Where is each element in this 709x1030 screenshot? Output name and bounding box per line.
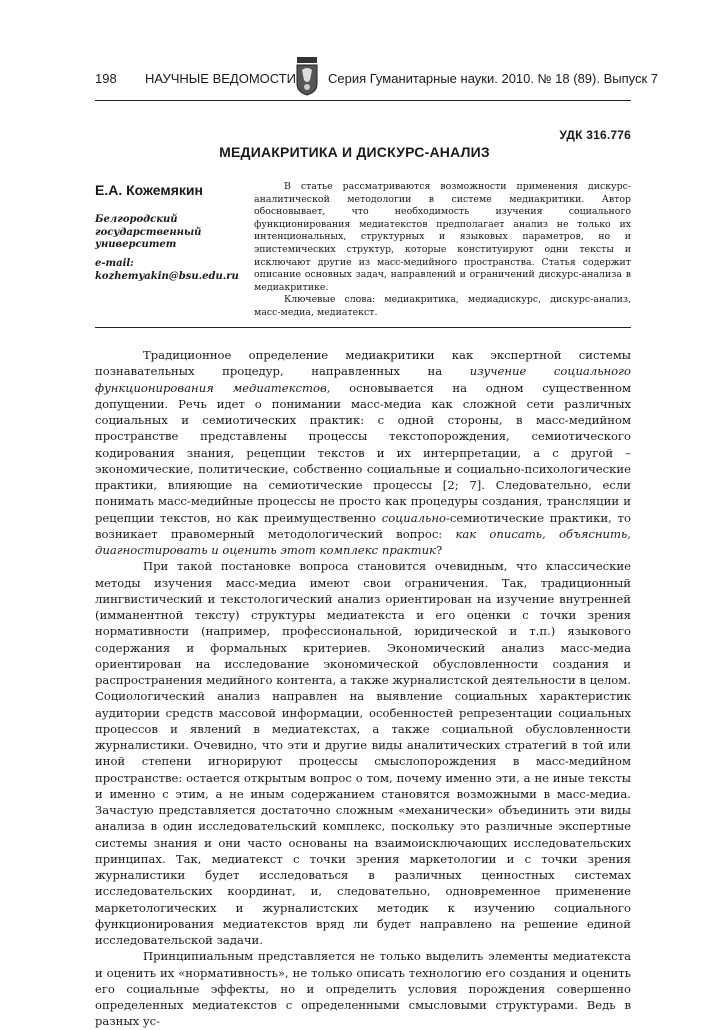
article-title-block <box>0 142 709 161</box>
keywords: Ключевые слова: медиакритика, медиадискурс, дискурс-анализ, масс-медиа, медиатекст. <box>254 294 631 318</box>
journal-name: НАУЧНЫЕ ВЕДОМОСТИ <box>145 71 297 86</box>
emphasis-span: как описать, объяснить, диагностировать и оценить этот комплекс практик <box>95 526 631 557</box>
udk-code: УДК 316.776 <box>559 128 631 142</box>
article-title: МЕДИАКРИТИКА И ДИСКУРС-АНАЛИЗ <box>219 144 490 160</box>
author-affiliation: Белгородский государственный университет <box>95 214 202 250</box>
text-span: Традиционное определение медиакритики как экспертной системы познавательных процедур, направленных на <box>95 348 631 379</box>
series-info: Серия Гуманитарные науки. 2010. № 18 (89). Выпуск 7 <box>328 71 659 86</box>
article-body <box>95 347 631 1030</box>
text-span: ? <box>435 543 443 557</box>
university-logo-icon <box>296 56 318 96</box>
abstract: В статье рассматриваются возможности применения дискурс-аналитической методологии в системе медиакритики. Автор обосновывает, что необходимость изучения социального функционирования медиатекстов предполагает анализ не только их интенциональных, структурных и языковых параметров, но и эпистемических структур, которые конституируют одни тексты и исключают другие из масс-медийного пространства. Статья содержит описание основных задач, направлений и ограничений дискурс-анализа в медиакритике. <box>254 181 631 293</box>
body-paragraph-2: При такой постановке вопроса становится очевидным, что классические методы изучения масс-медиа имеют свои ограничения. Так, традиционный лингвистический и текстологический анализ ориентирован на изучение внутренней (имманентной тексту) структуры медиатекста и его оценки с точки зрения нормативности (например, профессиональной, юридической и т.п.) языкового содержания и формальных критериев. Экономический анализ масс-медиа ориентирован на исследование экономической обусловленности создания и распространения медийного контента, а также журналистской деятельности в целом. Социологический анализ направлен на выявление социальных характеристик аудитории средств массовой информации, особенностей репрезентации социальных процессов и явлений в медиатекстах, а также социальной обусловленности журналистики. Очевидно, что эти и другие виды аналитических стратегий в той или иной степени игнорируют процессы смыслопорождения в масс-медийном пространстве: остается открытым вопрос о том, почему именно эти, а не иные тексты и именно с этим, а не иным содержанием становятся возможными в масс-медиа. Зачастую представляется достаточно сложным «механически» объединить эти виды анализа в один исследовательский комплекс, поскольку это различные экспертные системы знания и они часто основаны на взаимоисключающих исследовательских принципах. Так, медиатекст с точки зрения маркетологии и с точки зрения журналистики будет исследоваться в различных ценностных системах исследовательских координат, и, следовательно, одновременное применение маркетологических и журналистских методик к изучению социального функционирования медиатекстов вряд ли будет направлено на решение единой исследовательской задачи. <box>95 559 631 947</box>
emphasis-span: социально <box>381 510 446 525</box>
text-span: основывается на одном существенном допущении. Речь идет о понимании масс-медиа как сложной сети различных социальных и семиотических практик: с одной стороны, в масс-медийном пространстве представлены процессы текстопорождения, семиотического кодирования знания, рецепции текстов и их интерпретации, а с другой – экономические, политические, собственно социальные и социально-психологические практики, влияющие на семиотические процессы [2; 7]. Следовательно, если понимать масс-медийные процессы не просто как процедуры создания, трансляции и рецепции текстов, но как преимущественно <box>95 380 631 525</box>
body-paragraph-3: Принципиальным представляется не только выделить элементы медиатекста и оценить их «нормативность», не только описать технологию его создания и оценить его социальные эффекты, но и определить условия порождения совершенно определенных медиатекстов с определенными смысловыми структурами. Ведь в разных ус- <box>95 949 631 1029</box>
email-address[interactable]: kozhemyakin@bsu.edu.ru <box>95 270 239 282</box>
text-span: -семиотические практики, то возникает правомерный методологический вопрос: <box>95 510 631 541</box>
author-email-block <box>95 258 245 283</box>
header-rule <box>95 100 631 101</box>
page-number: 198 <box>95 71 117 86</box>
email-label: e-mail: <box>95 258 134 269</box>
emphasis-span: изучение социального функционирования медиатекстов, <box>95 364 631 395</box>
section-rule <box>95 327 631 328</box>
author-name: Е.А. Кожемякин <box>95 182 203 198</box>
body-paragraph-1 <box>95 347 631 558</box>
